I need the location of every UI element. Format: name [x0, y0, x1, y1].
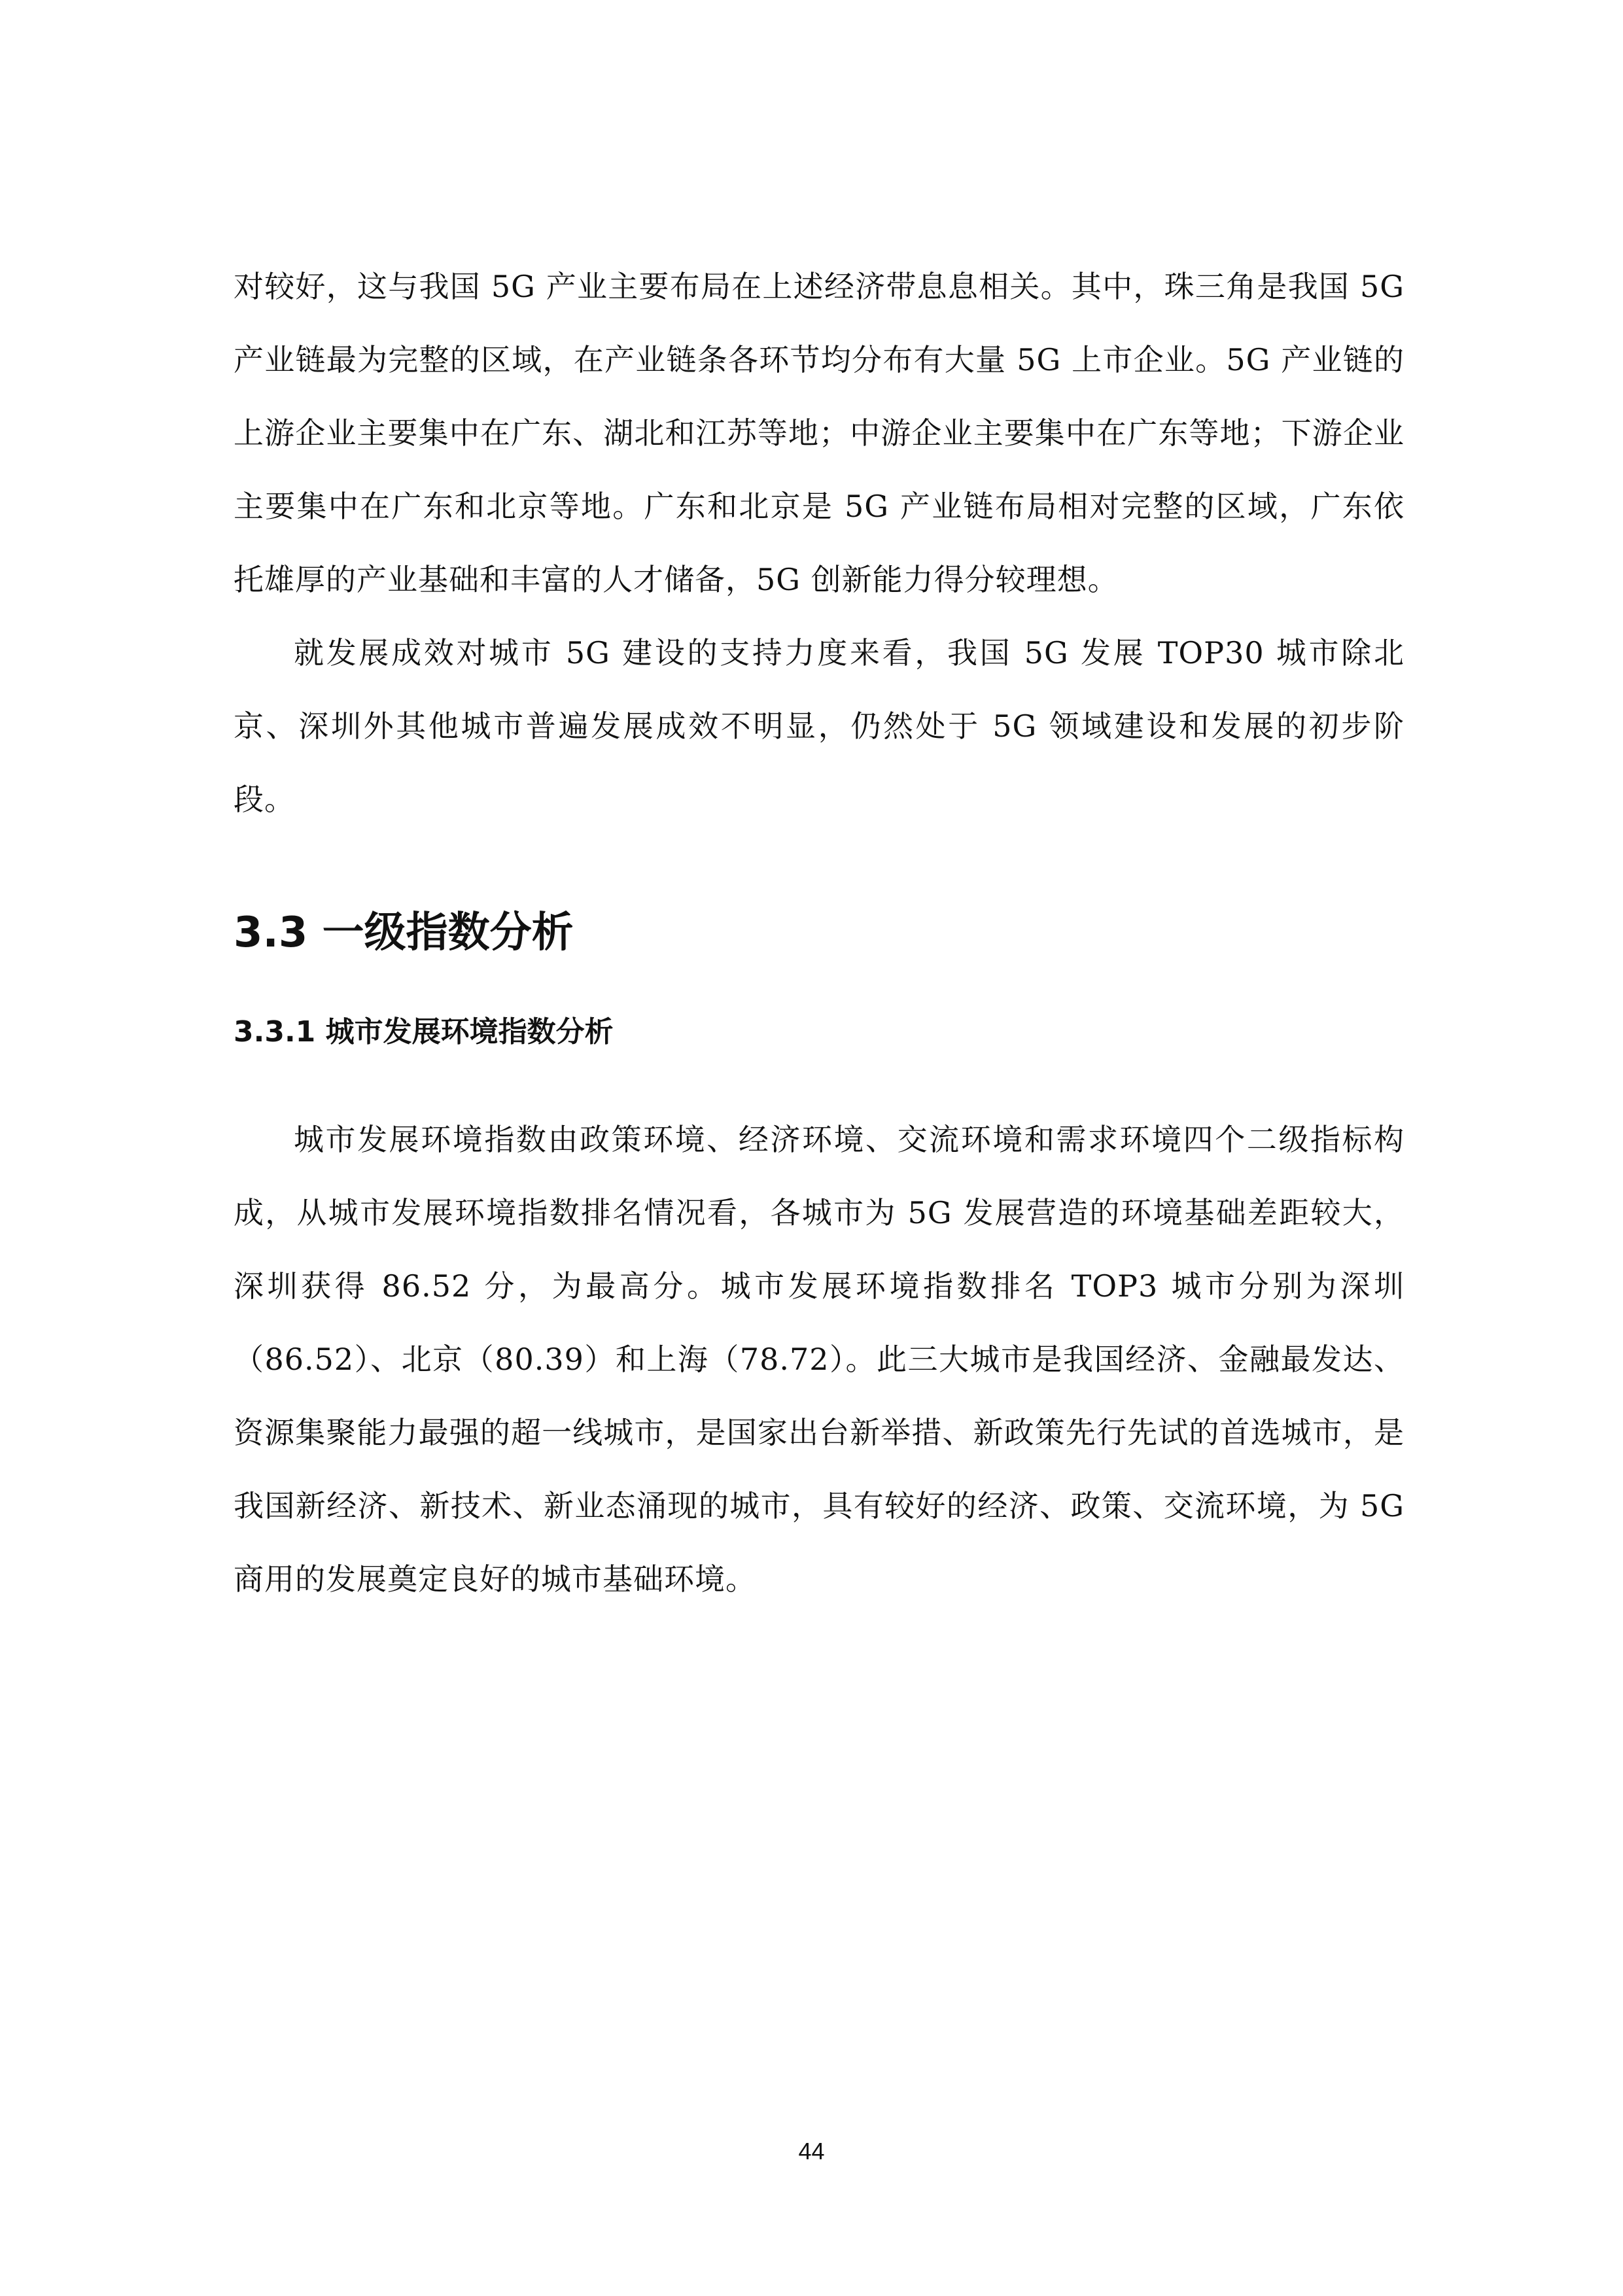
- page-number: 44: [798, 2138, 825, 2165]
- page-content: [234, 250, 1405, 1616]
- paragraph-industry-distribution: 对较好，这与我国 5G 产业主要布局在上述经济带息息相关。其中，珠三角是我国 5G 产业链最为完整的区域，在产业链条各环节均分布有大量 5G 上市企业。5G 产业链的上游企业主要集中在广东、湖北和江苏等地；中游企业主要集中在广东等地；下游企业主要集中在广东和北京等地。广东和北京是 5G 产业链布局相对完整的区域，广东依托雄厚的产业基础和丰富的人才储备，5G 创新能力得分较理想。: [234, 269, 1405, 597]
- section-heading: 3.3 一级指数分析: [234, 909, 574, 957]
- paragraph-development-effect: 就发展成效对城市 5G 建设的支持力度来看，我国 5G 发展 TOP30 城市除北京、深圳外其他城市普遍发展成效不明显，仍然处于 5G 领域建设和发展的初步阶段。: [234, 635, 1405, 817]
- heading-spacer: [234, 1052, 1405, 1103]
- paragraph-environment-index: 城市发展环境指数由政策环境、经济环境、交流环境和需求环境四个二级指标构成，从城市发展环境指数排名情况看，各城市为 5G 发展营造的环境基础差距较大，深圳获得 86.52 分，为最高分。城市发展环境指数排名 TOP3 城市分别为深圳（86.52）、北京（80.39）和上海（78.72）。此三大城市是我国经济、金融最发达、资源集聚能力最强的超一线城市，是国家出台新举措、新政策先行先试的首选城市，是我国新经济、新技术、新业态涌现的城市，具有较好的经济、政策、交流环境，为 5G 商用的发展奠定良好的城市基础环境。: [234, 1122, 1405, 1597]
- subsection-heading: 3.3.1 城市发展环境指数分析: [234, 1015, 614, 1049]
